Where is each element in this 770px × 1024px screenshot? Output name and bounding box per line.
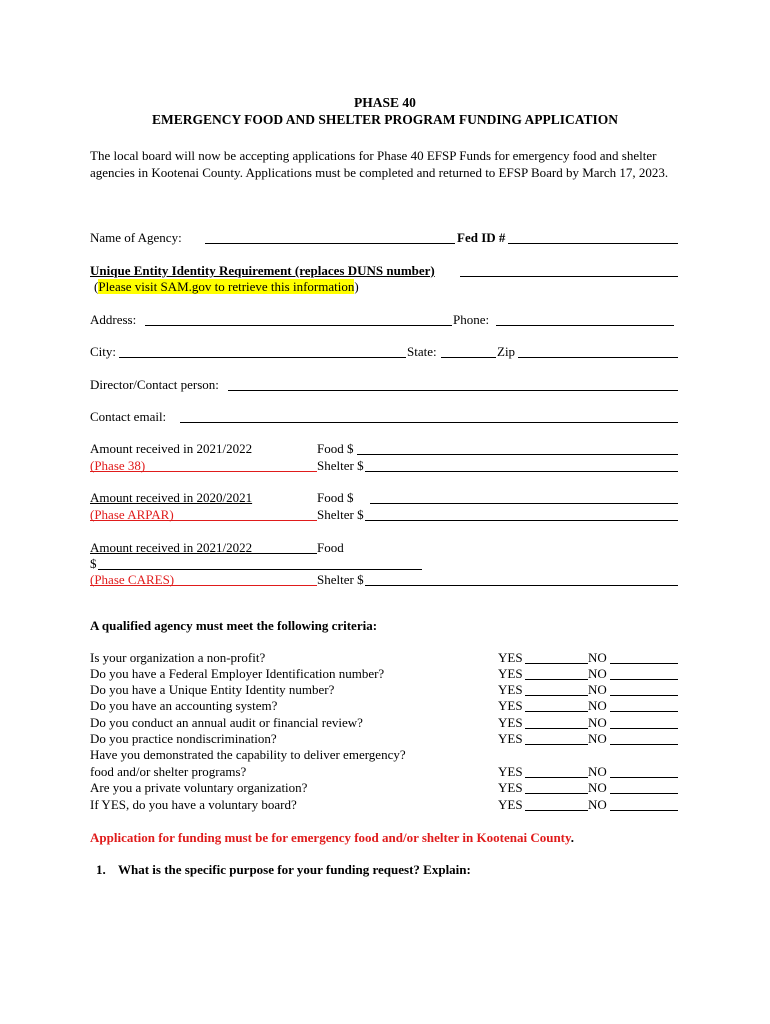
zip-field[interactable] — [518, 357, 678, 358]
state-label: State: — [407, 344, 437, 359]
yes-answer-1[interactable] — [525, 663, 588, 664]
shelter-field-3[interactable] — [365, 585, 678, 586]
criteria-question-2: Do you have a Federal Employer Identification number? — [90, 666, 385, 681]
no-label-5: NO — [588, 715, 607, 730]
director-field[interactable] — [228, 390, 678, 391]
amount-label-1: Amount received in 2021/2022 — [90, 441, 253, 456]
phone-field[interactable] — [496, 325, 674, 326]
criteria-question-3: Do you have a Unique Entity Identity number? — [90, 682, 335, 697]
yes-label-9: YES — [498, 780, 523, 795]
fedid-label: Fed ID # — [457, 230, 506, 245]
no-label-9: NO — [588, 780, 607, 795]
yes-label-1: YES — [498, 650, 523, 665]
food-label-2: Food $ — [317, 490, 354, 505]
city-field[interactable] — [119, 357, 406, 358]
criteria-question-6: Do you practice nondiscrimination? — [90, 731, 277, 746]
uei-label: Unique Entity Identity Requirement (replaces DUNS number) — [90, 263, 435, 278]
question-1-text: What is the specific purpose for your funding request? Explain: — [118, 862, 471, 877]
shelter-field-1[interactable] — [365, 471, 678, 472]
yes-label-10: YES — [498, 797, 523, 812]
shelter-label-2: Shelter $ — [317, 507, 364, 522]
yes-answer-4[interactable] — [525, 711, 588, 712]
criteria-question-5: Do you conduct an annual audit or financial review? — [90, 715, 363, 730]
shelter-label-1: Shelter $ — [317, 458, 364, 473]
no-label-10: NO — [588, 797, 607, 812]
yes-answer-2[interactable] — [525, 679, 588, 680]
no-answer-8[interactable] — [610, 777, 678, 778]
intro-paragraph: The local board will now be accepting applications for Phase 40 EFSP Funds for emergency food and shelter agencies in Kootenai County. Applications must be completed and returned to EFSP Board by March 17, 2023. — [90, 148, 669, 180]
phase-underline-2 — [90, 520, 317, 521]
yes-label-6: YES — [498, 731, 523, 746]
food-label-3: Food — [317, 540, 344, 555]
criteria-question-7: Have you demonstrated the capability to deliver emergency? — [90, 747, 406, 762]
food-label-1: Food $ — [317, 441, 354, 456]
food-field-2[interactable] — [370, 503, 678, 504]
fedid-field[interactable] — [508, 243, 678, 244]
no-answer-9[interactable] — [610, 793, 678, 794]
uei-field[interactable] — [460, 276, 678, 277]
zip-label: Zip — [497, 344, 516, 359]
title-phase: PHASE 40 — [354, 95, 416, 110]
address-label: Address: — [90, 312, 137, 327]
amount-label-3: Amount received in 2021/2022 — [90, 540, 253, 555]
criteria-question-10: If YES, do you have a voluntary board? — [90, 797, 297, 812]
agency-field[interactable] — [205, 243, 455, 244]
no-label-4: NO — [588, 698, 607, 713]
uei-note-highlight: Please visit SAM.gov to retrieve this information — [98, 279, 355, 294]
city-label: City: — [90, 344, 117, 359]
director-label: Director/Contact person: — [90, 377, 219, 392]
uei-note: (Please visit SAM.gov to retrieve this information) — [94, 279, 359, 294]
phone-label: Phone: — [453, 312, 490, 327]
shelter-label-3: Shelter $ — [317, 572, 364, 587]
criteria-question-9: Are you a private voluntary organization? — [90, 780, 308, 795]
food-field-3[interactable] — [98, 569, 422, 570]
address-field[interactable] — [145, 325, 452, 326]
yes-label-3: YES — [498, 682, 523, 697]
question-1-number: 1. — [96, 862, 106, 877]
yes-label-2: YES — [498, 666, 523, 681]
amount-label-2: Amount received in 2020/2021 — [90, 490, 253, 505]
email-field[interactable] — [180, 422, 678, 423]
yes-label-4: YES — [498, 698, 523, 713]
amount-phase-2: (Phase ARPAR) — [90, 507, 174, 522]
no-label-2: NO — [588, 666, 607, 681]
yes-answer-10[interactable] — [525, 810, 588, 811]
criteria-question-1: Is your organization a non-profit? — [90, 650, 266, 665]
no-answer-3[interactable] — [610, 695, 678, 696]
criteria-question-4: Do you have an accounting system? — [90, 698, 278, 713]
funding-notice: Application for funding must be for emergency food and/or shelter in Kootenai County. — [90, 830, 575, 845]
no-answer-4[interactable] — [610, 711, 678, 712]
dollar-label-3: $ — [90, 556, 97, 571]
no-answer-6[interactable] — [610, 744, 678, 745]
phase-underline-1 — [90, 471, 317, 472]
yes-answer-6[interactable] — [525, 744, 588, 745]
yes-label-5: YES — [498, 715, 523, 730]
phase-underline-3 — [90, 585, 317, 586]
no-answer-1[interactable] — [610, 663, 678, 664]
yes-label-8: YES — [498, 764, 523, 779]
no-label-6: NO — [588, 731, 607, 746]
email-label: Contact email: — [90, 409, 167, 424]
yes-answer-5[interactable] — [525, 728, 588, 729]
yes-answer-3[interactable] — [525, 695, 588, 696]
yes-answer-8[interactable] — [525, 777, 588, 778]
shelter-field-2[interactable] — [365, 520, 678, 521]
no-label-8: NO — [588, 764, 607, 779]
title-application: EMERGENCY FOOD AND SHELTER PROGRAM FUNDING APPLICATION — [151, 112, 619, 127]
no-label-3: NO — [588, 682, 607, 697]
no-answer-10[interactable] — [610, 810, 678, 811]
no-label-1: NO — [588, 650, 607, 665]
yes-answer-9[interactable] — [525, 793, 588, 794]
food-field-1[interactable] — [357, 454, 678, 455]
criteria-heading: A qualified agency must meet the following criteria: — [90, 618, 378, 633]
no-answer-5[interactable] — [610, 728, 678, 729]
amount-phase-3: (Phase CARES) — [90, 572, 175, 587]
amount-underline-3 — [90, 553, 317, 554]
state-field[interactable] — [441, 357, 496, 358]
no-answer-2[interactable] — [610, 679, 678, 680]
amount-phase-1: (Phase 38) — [90, 458, 146, 473]
agency-label: Name of Agency: — [90, 230, 182, 245]
criteria-question-8: food and/or shelter programs? — [90, 764, 247, 779]
